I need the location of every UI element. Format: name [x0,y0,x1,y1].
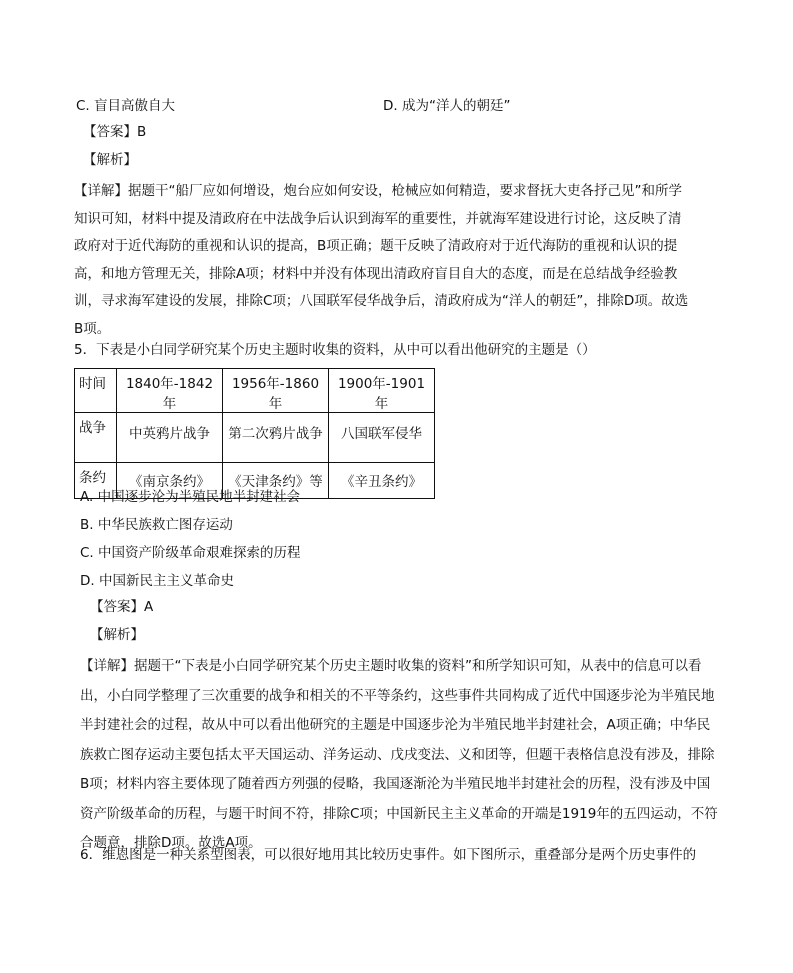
table-cell: 八国联军侵华 [329,413,435,463]
answer-label: 【答案】A [90,599,154,615]
option-d: D. 成为“洋人的朝廷” [383,98,511,114]
table-cell: 《天津条约》等 [223,463,329,499]
table-cell: 中英鸦片战争 [117,413,223,463]
option-b: B. 中华民族救亡图存运动 [80,517,233,533]
table-cell: 《辛丑条约》 [329,463,435,499]
analysis-heading: 【解析】 [83,152,137,168]
option-d: D. 中国新民主主义革命史 [80,573,234,589]
question-5-stem: 5．下表是小白同学研究某个历史主题时收集的资料，从中可以看出他研究的主题是（） [74,342,596,358]
table-cell: 1840年-1842年 [117,369,223,413]
table-cell: 1956年-1860年 [223,369,329,413]
table-cell: 第二次鸦片战争 [223,413,329,463]
analysis-detail: 【详解】据题干“船厂应如何增设，炮台应如何安设，枪械应如何精造，要求督抚大吏各抒己见”和所学知识可知，材料中提及清政府在中法战争后认识到海军的重要性，并就海军建设进行讨论，这反映了清政府对于近代海防的重视和认识的提高，B项正确；题干反映了清政府对于近代海防的重视和认识的提高，和地方管理无关，排除A项；材料中并没有体现出清政府盲目自大的态度，而是在总结战争经验教训，寻求海军建设的发展，排除C项；八国联军侵华战争后，清政府成为“洋人的朝廷”，排除D项。故选B项。 [74,183,689,337]
table-cell: 《南京条约》 [117,463,223,499]
table-row [75,369,435,413]
table-cell: 战争 [75,413,117,463]
option-c: C. 中国资产阶级革命艰难探索的历程 [80,545,301,561]
table-cell: 1900年-1901年 [329,369,435,413]
question-6-stem: 6．维恩图是一种关系型图表，可以很好地用其比较历史事件。如下图所示，重叠部分是两个历史事件的 [80,847,697,863]
analysis-detail: 【详解】据题干“下表是小白同学研究某个历史主题时收集的资料”和所学知识可知，从表中的信息可以看出，小白同学整理了三次重要的战争和相关的不平等条约，这些事件共同构成了近代中国逐步沦为半殖民地半封建社会的过程，故从中可以看出他研究的主题是中国逐步沦为半殖民地半封建社会，A项正确；中华民族救亡图存运动主要包括太平天国运动、洋务运动、戊戌变法、义和团等，但题干表格信息没有涉及，排除B项；材料内容主要体现了随着西方列强的侵略，我国逐渐沦为半殖民地半封建社会的历程，没有涉及中国资产阶级革命的历程，与题干时间不符，排除C项；中国新民主主义革命的开端是1919年的五四运动，不符合题意，排除D项。故选A项。 [80,658,718,851]
history-table [74,368,435,499]
option-c: C. 盲目高傲自大 [76,98,176,114]
analysis-heading: 【解析】 [90,627,144,643]
option-a: A. 中国逐步沦为半殖民地半封建社会 [80,489,301,505]
table-cell: 时间 [75,369,117,413]
answer-label: 【答案】B [83,124,147,140]
table-row [75,413,435,463]
table-cell: 条约 [75,463,117,499]
